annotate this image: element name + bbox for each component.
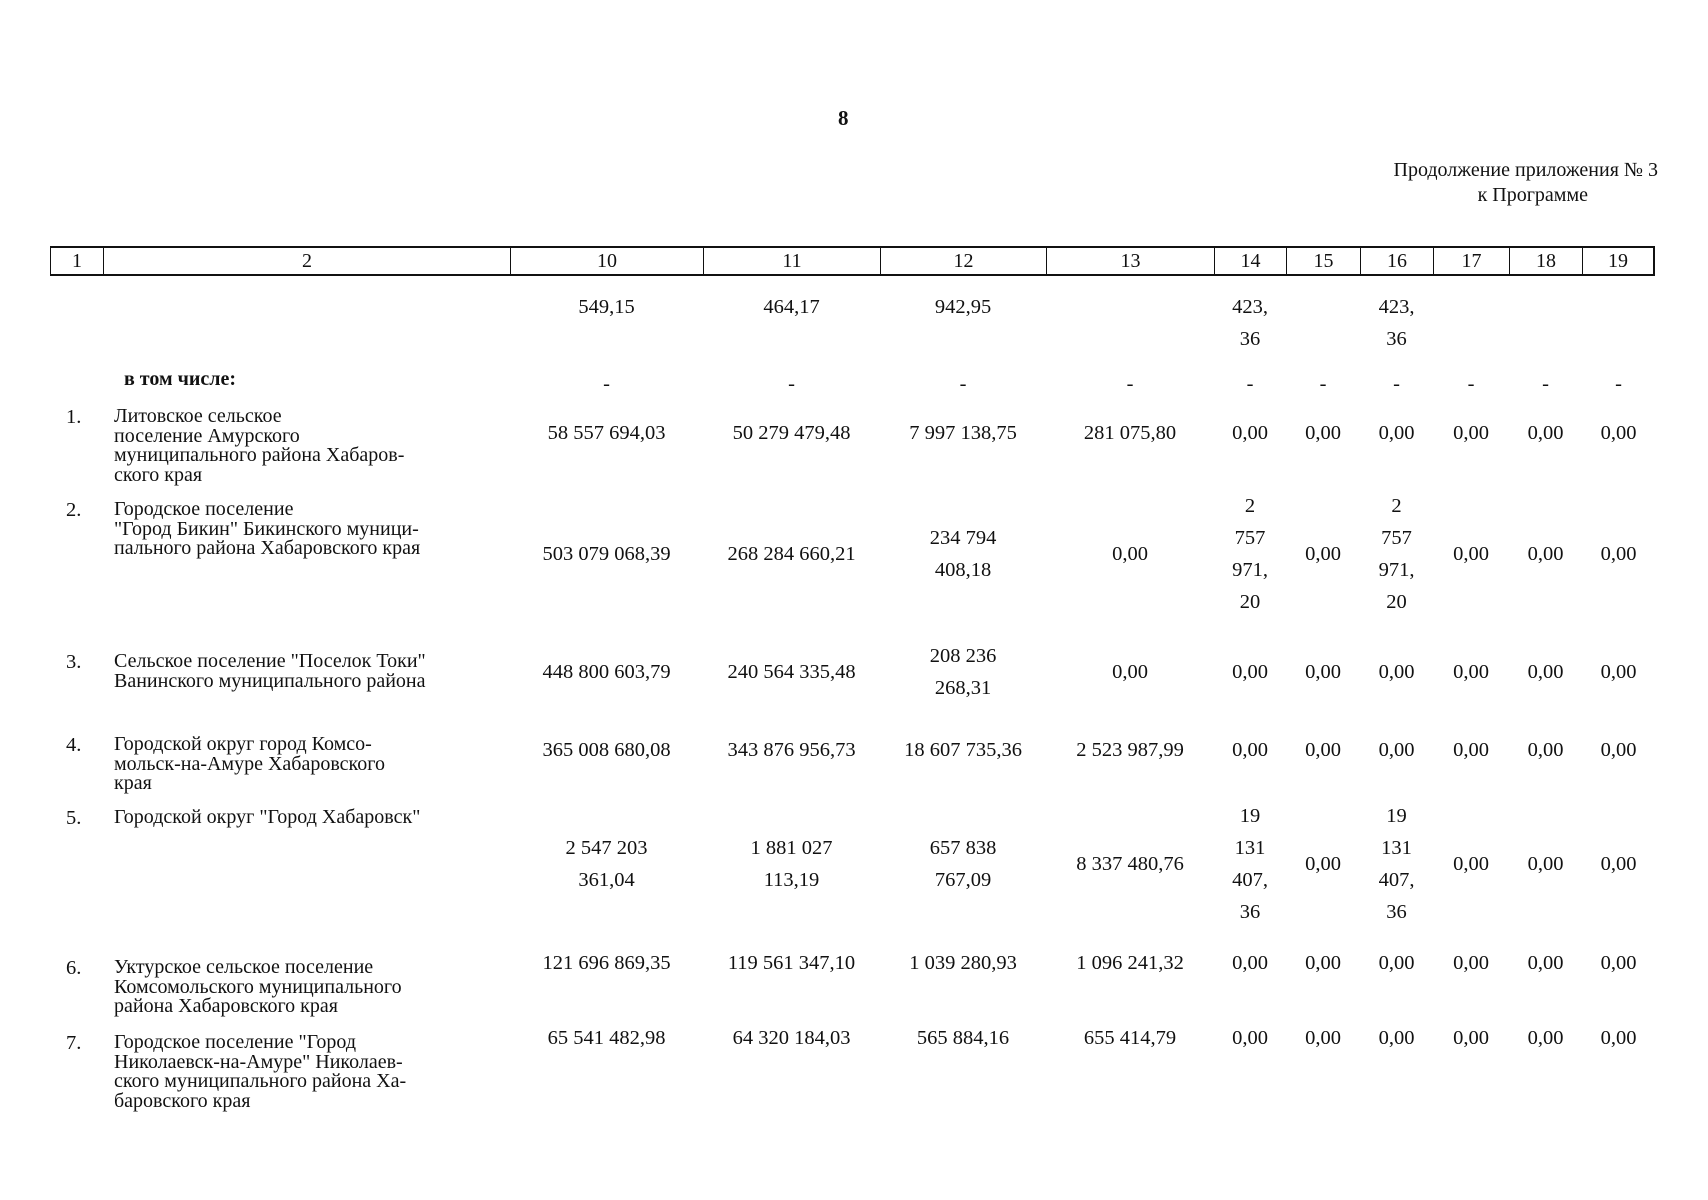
table-cell-col-12: 1 039 280,93 <box>909 952 1017 974</box>
table-header-row <box>0 246 1708 279</box>
table-cell-col-10: 58 557 694,03 <box>547 422 666 444</box>
table-cell-col-15: 0,00 <box>1305 739 1341 761</box>
table-cell-col-12: 234 794 408,18 <box>929 527 997 581</box>
table-cell-col-11: 50 279 479,48 <box>732 422 851 444</box>
municipality-name: Городское поселение "Город Николаевск-на-Амуре" Николаев- ского муниципального района Ха- баровского края <box>114 1031 407 1112</box>
table-cell-col-14: 0,00 <box>1232 952 1268 974</box>
table-cell-col-11: 119 561 347,10 <box>727 952 856 974</box>
subheading-dash: - <box>1615 373 1622 395</box>
subheading-in-that-number: в том числе: <box>124 368 237 390</box>
table-cell-col-17: 0,00 <box>1453 661 1489 683</box>
table-cell-col-13: 0,00 <box>1112 661 1148 683</box>
column-header-10: 10 <box>510 246 703 276</box>
subheading-dash: - <box>1246 373 1254 395</box>
table-cell-col-10: 121 696 869,35 <box>542 952 671 974</box>
table-cell-col-14: 19 131 407, 36 <box>1232 805 1268 923</box>
municipality-name: Сельское поселение "Поселок Токи" Ванинского муниципального района <box>114 650 426 692</box>
table-cell-col-15: 0,00 <box>1305 422 1341 444</box>
row-number: 7. <box>66 1032 82 1054</box>
table-cell-col-18: 0,00 <box>1527 1027 1564 1049</box>
table-cell-col-16: 0,00 <box>1378 739 1415 761</box>
table-cell-col-19: 0,00 <box>1600 739 1637 761</box>
row-number: 4. <box>66 734 82 756</box>
table-cell-col-13: 2 523 987,99 <box>1076 739 1184 761</box>
carryover-value: 464,17 <box>763 296 820 318</box>
table-cell-col-18: 0,00 <box>1527 543 1564 565</box>
table-cell-col-19: 0,00 <box>1600 661 1637 683</box>
table-cell-col-11: 64 320 184,03 <box>732 1027 851 1049</box>
column-header-14: 14 <box>1214 246 1286 276</box>
table-cell-col-10: 365 008 680,08 <box>542 739 671 761</box>
page-number: 8 <box>838 106 849 130</box>
subheading-dash: - <box>1542 373 1549 395</box>
table-cell-col-13: 655 414,79 <box>1083 1027 1177 1049</box>
column-header-12: 12 <box>880 246 1046 276</box>
municipality-name: Литовское сельское поселение Амурского муниципального района Хабаров- ского края <box>114 405 405 486</box>
table-cell-col-15: 0,00 <box>1305 952 1341 974</box>
table-cell-col-14: 0,00 <box>1232 661 1268 683</box>
table-cell-col-14: 0,00 <box>1232 422 1268 444</box>
table-cell-col-10: 503 079 068,39 <box>542 543 671 565</box>
table-cell-col-12: 208 236 268,31 <box>929 645 997 699</box>
table-cell-col-19: 0,00 <box>1600 853 1637 875</box>
subheading-dash: - <box>1467 373 1475 395</box>
table-cell-col-15: 0,00 <box>1305 1027 1341 1049</box>
column-header-18: 18 <box>1509 246 1582 276</box>
subheading-dash: - <box>788 373 795 395</box>
table-cell-col-10: 2 547 203 361,04 <box>565 837 648 891</box>
table-cell-col-16: 2 757 971, 20 <box>1378 495 1415 613</box>
column-header-2: 2 <box>103 246 510 276</box>
table-cell-col-14: 0,00 <box>1232 739 1268 761</box>
column-header-16: 16 <box>1360 246 1433 276</box>
row-number: 3. <box>66 651 82 673</box>
table-cell-col-13: 8 337 480,76 <box>1076 853 1184 875</box>
subheading-dash: - <box>603 373 610 395</box>
table-cell-col-12: 657 838 767,09 <box>929 837 997 891</box>
table-cell-col-16: 0,00 <box>1378 1027 1415 1049</box>
carryover-value: 423, 36 <box>1232 296 1268 350</box>
table-cell-col-13: 0,00 <box>1112 543 1148 565</box>
table-cell-col-18: 0,00 <box>1527 853 1564 875</box>
table-cell-col-18: 0,00 <box>1527 661 1564 683</box>
table-cell-col-16: 0,00 <box>1378 422 1415 444</box>
table-cell-col-15: 0,00 <box>1305 661 1341 683</box>
row-number: 2. <box>66 499 82 521</box>
table-cell-col-17: 0,00 <box>1453 853 1489 875</box>
table-cell-col-12: 18 607 735,36 <box>904 739 1022 761</box>
column-header-1: 1 <box>50 246 103 276</box>
table-cell-col-13: 1 096 241,32 <box>1076 952 1184 974</box>
table-cell-col-11: 268 284 660,21 <box>727 543 856 565</box>
table-cell-col-16: 0,00 <box>1378 952 1415 974</box>
table-cell-col-16: 0,00 <box>1378 661 1415 683</box>
municipality-name: Уктурское сельское поселение Комсомольского муниципального района Хабаровского края <box>114 956 402 1017</box>
carryover-value: 423, 36 <box>1378 296 1415 350</box>
table-cell-col-17: 0,00 <box>1453 1027 1489 1049</box>
table-cell-col-13: 281 075,80 <box>1083 422 1177 444</box>
subheading-dash: - <box>959 373 967 395</box>
table-cell-col-11: 1 881 027 113,19 <box>750 837 833 891</box>
table-cell-col-12: 565 884,16 <box>916 1027 1010 1049</box>
appendix-heading-line2: к Программе <box>1477 184 1588 206</box>
municipality-name: Городской округ "Город Хабаровск" <box>114 806 421 828</box>
subheading-dash: - <box>1393 373 1400 395</box>
row-number: 5. <box>66 807 82 829</box>
table-cell-col-17: 0,00 <box>1453 739 1489 761</box>
table-cell-col-11: 343 876 956,73 <box>727 739 856 761</box>
table-cell-col-17: 0,00 <box>1453 952 1489 974</box>
table-cell-col-18: 0,00 <box>1527 952 1564 974</box>
municipality-name: Городское поселение "Город Бикин" Бикинского муници- пального района Хабаровского края <box>114 498 421 559</box>
carryover-value: 549,15 <box>578 296 635 318</box>
column-header-19: 19 <box>1582 246 1655 276</box>
table-cell-col-16: 19 131 407, 36 <box>1378 805 1415 923</box>
subheading-dash: - <box>1319 373 1327 395</box>
table-cell-col-10: 65 541 482,98 <box>547 1027 666 1049</box>
table-cell-col-10: 448 800 603,79 <box>542 661 671 683</box>
table-cell-col-15: 0,00 <box>1305 543 1341 565</box>
table-cell-col-19: 0,00 <box>1600 543 1637 565</box>
table-cell-col-19: 0,00 <box>1600 422 1637 444</box>
column-header-13: 13 <box>1046 246 1214 276</box>
municipality-name: Городской округ город Комсо- мольск-на-Амуре Хабаровского края <box>114 733 385 794</box>
table-cell-col-12: 7 997 138,75 <box>909 422 1017 444</box>
table-cell-col-18: 0,00 <box>1527 422 1564 444</box>
column-header-17: 17 <box>1433 246 1509 276</box>
table-cell-col-11: 240 564 335,48 <box>727 661 856 683</box>
table-cell-col-17: 0,00 <box>1453 422 1489 444</box>
table-cell-col-15: 0,00 <box>1305 853 1341 875</box>
appendix-heading-line1: Продолжение приложения № 3 <box>1393 159 1658 181</box>
subheading-dash: - <box>1126 373 1134 395</box>
table-cell-col-18: 0,00 <box>1527 739 1564 761</box>
row-number: 1. <box>66 406 82 428</box>
carryover-value: 942,95 <box>934 296 992 318</box>
table-cell-col-14: 0,00 <box>1232 1027 1268 1049</box>
column-header-15: 15 <box>1286 246 1360 276</box>
column-header-11: 11 <box>703 246 880 276</box>
row-number: 6. <box>66 957 82 979</box>
table-cell-col-19: 0,00 <box>1600 952 1637 974</box>
table-cell-col-14: 2 757 971, 20 <box>1232 495 1268 613</box>
table-cell-col-17: 0,00 <box>1453 543 1489 565</box>
appendix-heading <box>1394 158 1658 208</box>
table-cell-col-19: 0,00 <box>1600 1027 1637 1049</box>
